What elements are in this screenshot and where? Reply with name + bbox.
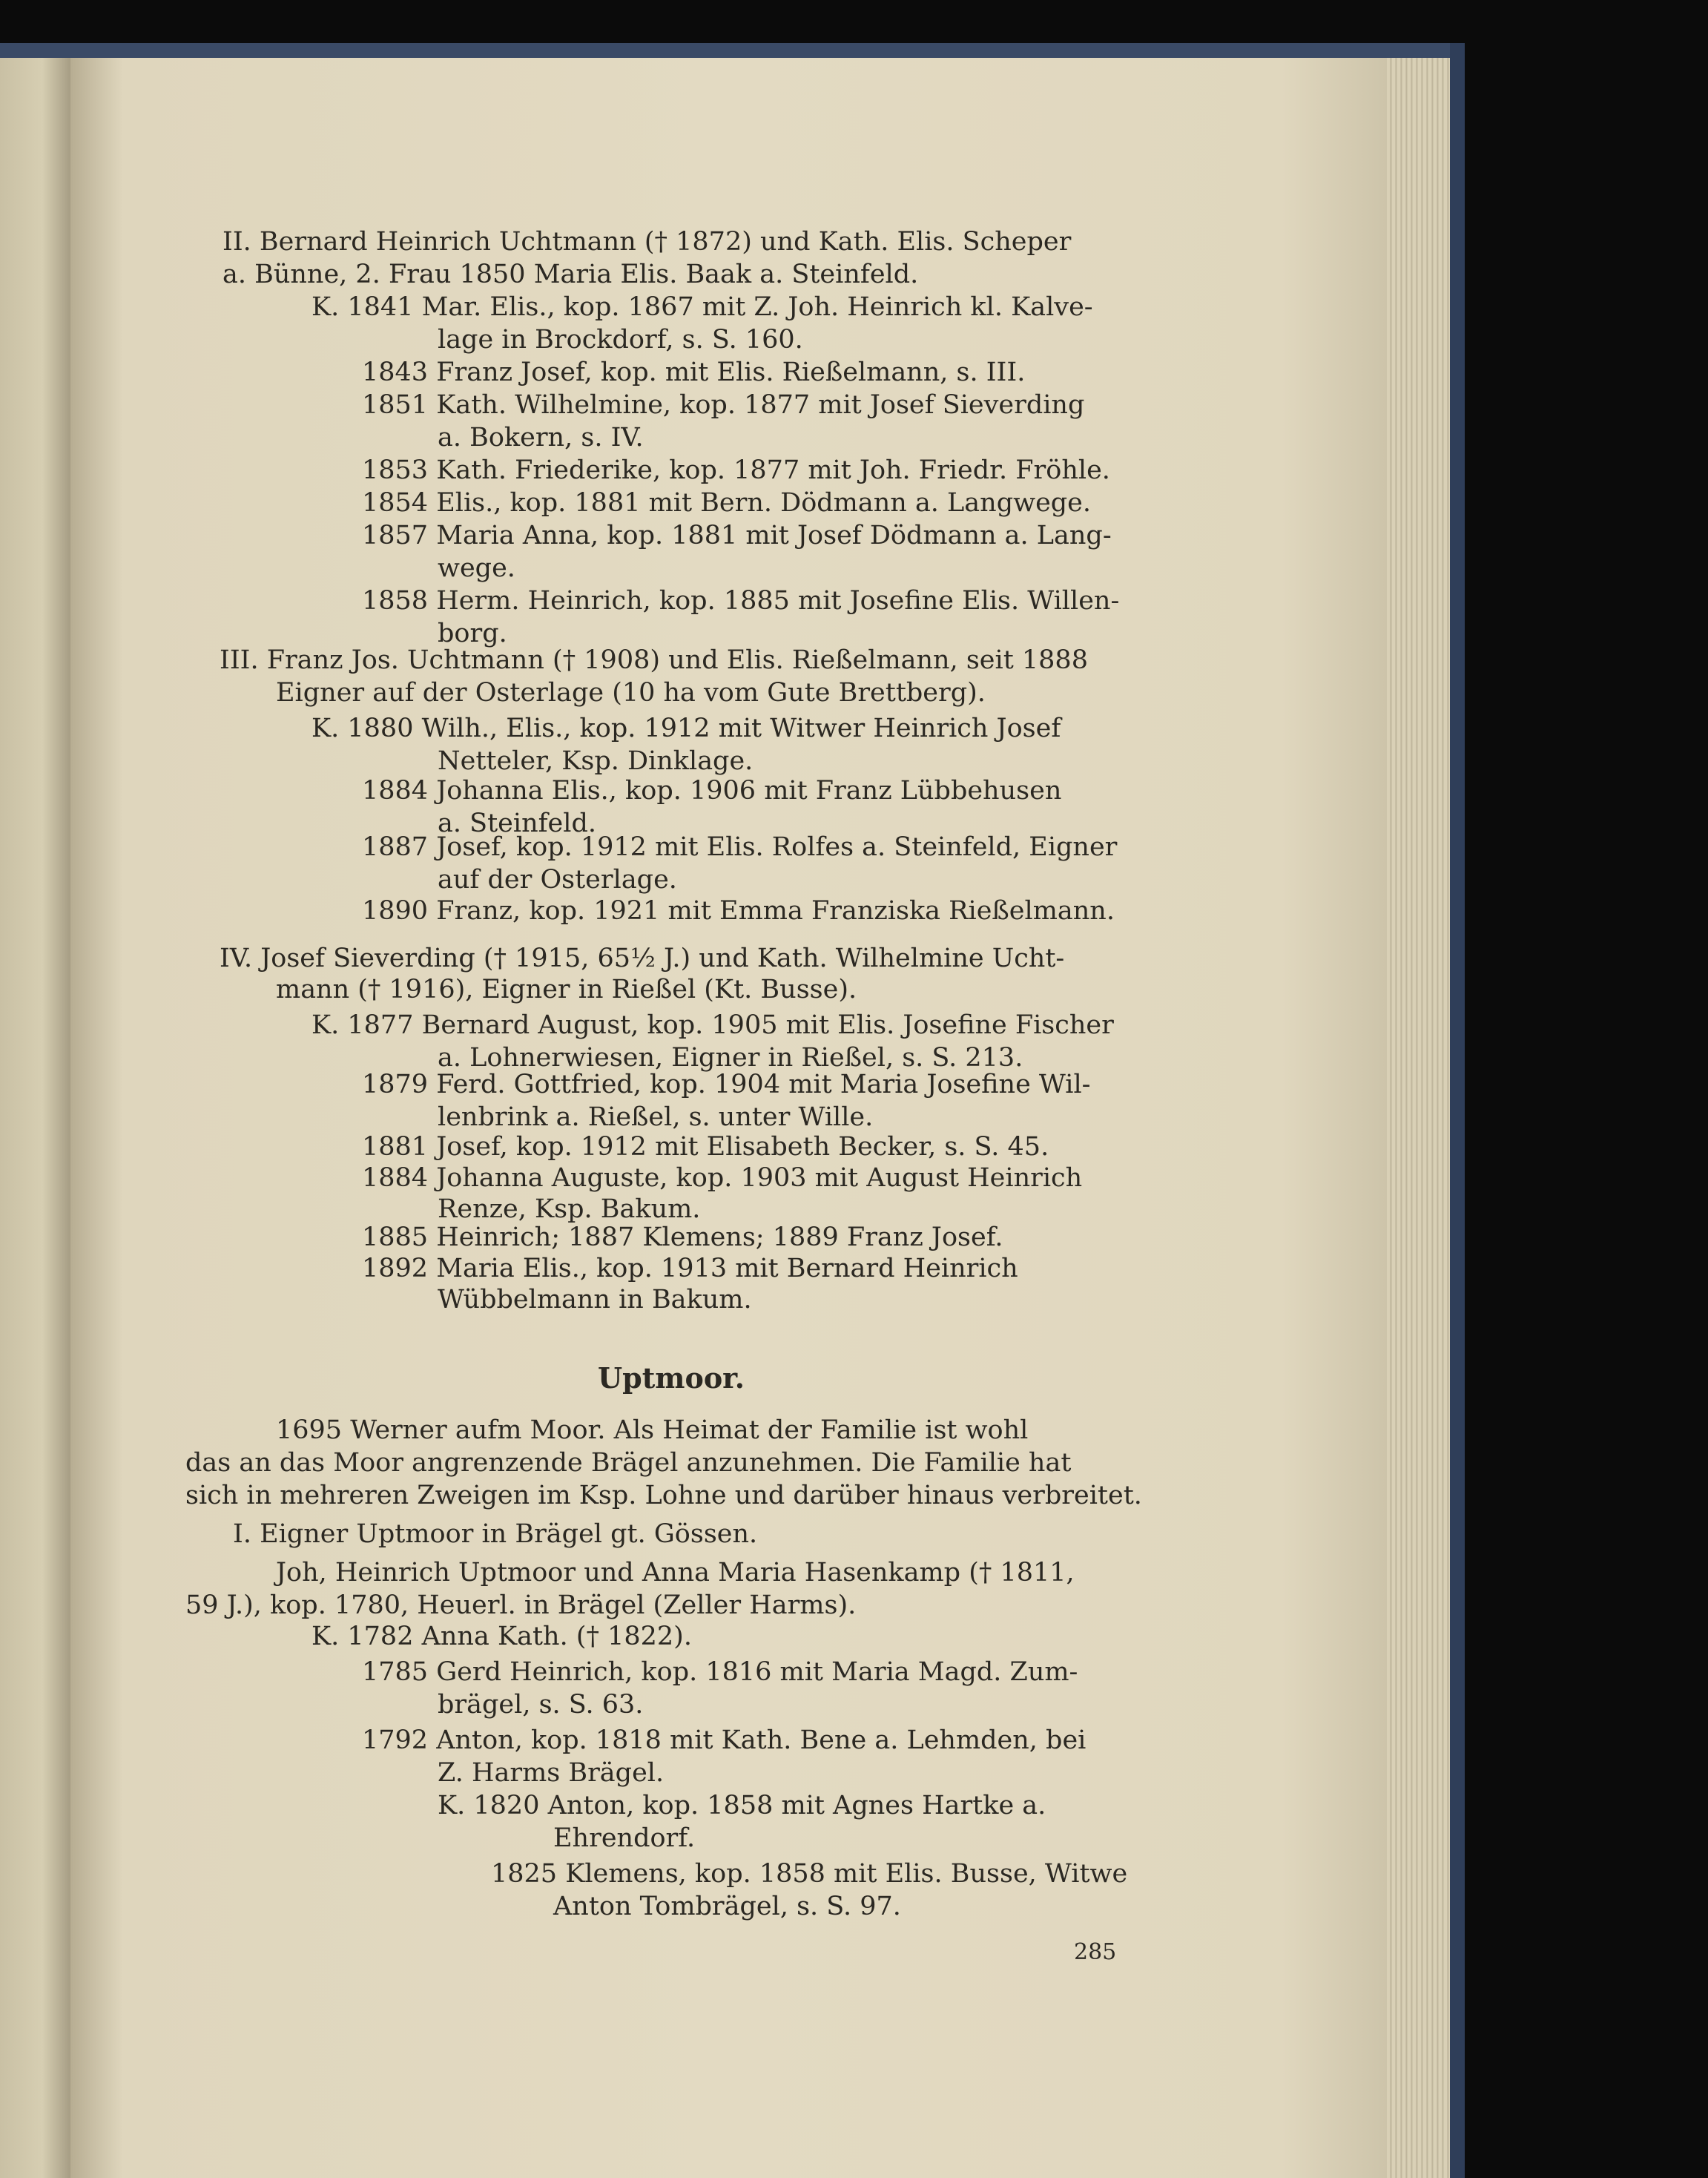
text-line: Z. Harms Brägel. [438,1758,665,1788]
text-line: a. Lohnerwiesen, Eigner in Rießel, s. S. 213. [438,1043,1023,1073]
text-line: 1884 Johanna Auguste, kop. 1903 mit August Heinrich [362,1163,1083,1193]
text-line: Anton Tombrägel, s. S. 97. [553,1892,901,1921]
text-line: 1854 Elis., kop. 1881 mit Bern. Dödmann a. Langwege. [362,488,1092,518]
text-line: mann († 1916), Eigner in Rießel (Kt. Busse). [276,975,857,1004]
text-line: Eigner auf der Osterlage (10 ha vom Gute Brettberg). [276,678,986,708]
text-line: I. Eigner Uptmoor in Brägel gt. Gössen. [233,1519,758,1549]
text-line: II. Bernard Heinrich Uchtmann († 1872) und Kath. Elis. Scheper [222,227,1072,257]
text-line: Ehrendorf. [553,1823,696,1853]
section-heading: Uptmoor. [598,1361,745,1395]
text-line: Netteler, Ksp. Dinklage. [438,746,754,776]
text-line: 1887 Josef, kop. 1912 mit Elis. Rolfes a. Steinfeld, Eigner [362,832,1118,862]
text-line: 1853 Kath. Friederike, kop. 1877 mit Joh. Friedr. Fröhle. [362,455,1110,485]
text-line: K. 1841 Mar. Elis., kop. 1867 mit Z. Joh. Heinrich kl. Kalve- [311,292,1093,322]
text-line: Wübbelmann in Bakum. [438,1285,752,1315]
text-line: lenbrink a. Rießel, s. unter Wille. [438,1102,874,1132]
text-line: 1890 Franz, kop. 1921 mit Emma Franziska Rießelmann. [362,896,1115,926]
text-line: sich in mehreren Zweigen im Ksp. Lohne und darüber hinaus verbreitet. [185,1481,1142,1510]
text-line: Renze, Ksp. Bakum. [438,1194,701,1224]
text-line: 1825 Klemens, kop. 1858 mit Elis. Busse, Witwe [491,1859,1128,1889]
text-line: 1785 Gerd Heinrich, kop. 1816 mit Maria Magd. Zum- [362,1657,1078,1687]
text-line: IV. Josef Sieverding († 1915, 65½ J.) und Kath. Wilhelmine Ucht- [220,944,1065,973]
text-line: K. 1880 Wilh., Elis., kop. 1912 mit Witwer Heinrich Josef [311,714,1061,743]
text-line: 1857 Maria Anna, kop. 1881 mit Josef Dödmann a. Lang- [362,521,1112,550]
text-line: K. 1877 Bernard August, kop. 1905 mit Elis. Josefine Fischer [311,1010,1114,1040]
text-line: 1879 Ferd. Gottfried, kop. 1904 mit Maria Josefine Wil- [362,1070,1091,1099]
text-line: K. 1820 Anton, kop. 1858 mit Agnes Hartke a. [438,1791,1046,1820]
text-line: Joh, Heinrich Uptmoor und Anna Maria Hasenkamp († 1811, [276,1558,1075,1588]
page-number: 285 [1074,1939,1117,1965]
text-line: K. 1782 Anna Kath. († 1822). [311,1622,692,1651]
text-line: lage in Brockdorf, s. S. 160. [438,325,803,355]
text-line: 1851 Kath. Wilhelmine, kop. 1877 mit Josef Sieverding [362,390,1085,420]
text-line: 59 J.), kop. 1780, Heuerl. in Brägel (Zeller Harms). [185,1590,857,1620]
text-line: III. Franz Jos. Uchtmann († 1908) und Elis. Rießelmann, seit 1888 [220,645,1088,675]
text-line: 1885 Heinrich; 1887 Klemens; 1889 Franz Josef. [362,1223,1003,1252]
text-line: 1881 Josef, kop. 1912 mit Elisabeth Becker, s. S. 45. [362,1132,1049,1162]
text-line: auf der Osterlage. [438,865,677,895]
text-line: 1892 Maria Elis., kop. 1913 mit Bernard Heinrich [362,1254,1018,1283]
text-line: das an das Moor angrenzende Brägel anzunehmen. Die Familie hat [185,1448,1072,1478]
text-line: 1843 Franz Josef, kop. mit Elis. Rießelmann, s. III. [362,358,1026,387]
text-line: 1858 Herm. Heinrich, kop. 1885 mit Josefine Elis. Willen- [362,586,1120,616]
text-line: 1695 Werner aufm Moor. Als Heimat der Familie ist wohl [276,1415,1029,1445]
text-line: 1792 Anton, kop. 1818 mit Kath. Bene a. Lehmden, bei [362,1725,1087,1755]
text-line: a. Steinfeld. [438,809,596,838]
text-line: wege. [438,553,515,583]
text-line: brägel, s. S. 63. [438,1690,644,1720]
text-line: 1884 Johanna Elis., kop. 1906 mit Franz Lübbehusen [362,776,1062,806]
text-line: borg. [438,619,507,648]
text-line: a. Bokern, s. IV. [438,423,644,453]
text-line: a. Bünne, 2. Frau 1850 Maria Elis. Baak a. Steinfeld. [222,260,919,289]
